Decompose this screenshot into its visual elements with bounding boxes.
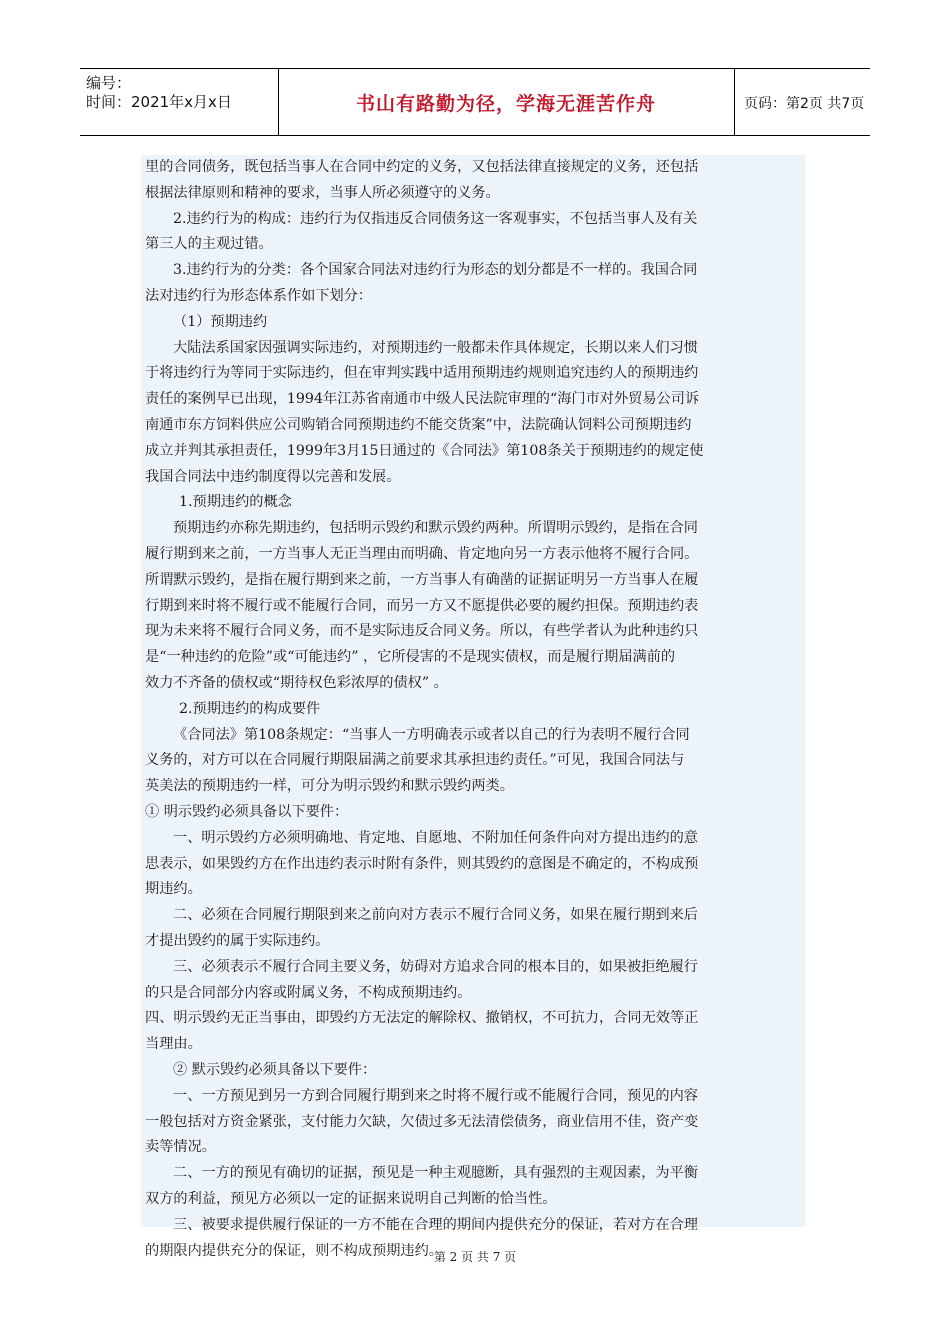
header-motto: 书山有路勤为径，学海无涯苦作舟 xyxy=(355,93,656,115)
text-line: 大陆法系国家因强调实际违约，对预期违约一般都未作具体规定，长期以来人们习惯 xyxy=(173,339,698,356)
header-meta-cell xyxy=(80,69,279,135)
text-line: 二、必须在合同履行期限到来之前向对方表示不履行合同义务，如果在履行期到来后 xyxy=(173,907,698,924)
text-line: 根据法律原则和精神的要求，当事人所必须遵守的义务。 xyxy=(145,184,500,201)
header-page-cell xyxy=(734,69,870,135)
text-line: ② 默示毁约必须具备以下要件： xyxy=(173,1062,377,1078)
header-motto-cell xyxy=(278,69,735,135)
text-line: 三、必须表示不履行合同主要义务，妨碍对方追求合同的根本目的，如果被拒绝履行 xyxy=(173,958,698,975)
text-line: 一、一方预见到另一方到合同履行期到来之时将不履行或不能履行合同，预见的内容 xyxy=(173,1087,698,1104)
text-line: 预期违约亦称先期违约，包括明示毁约和默示毁约两种。所谓明示毁约，是指在合同 xyxy=(173,520,698,537)
text-line: 法对违约行为形态体系作如下划分： xyxy=(145,288,373,304)
text-line: 2.违约行为的构成：违约行为仅指违反合同债务这一客观事实，不包括当事人及有关 xyxy=(173,210,698,227)
text-line: 第三人的主观过错。 xyxy=(145,236,273,253)
text-line: 所谓默示毁约，是指在履行期到来之前，一方当事人有确凿的证据证明另一方当事人在履 xyxy=(145,571,699,588)
text-line: 义务的，对方可以在合同履行期限届满之前要求其承担违约责任。”可见，我国合同法与 xyxy=(145,752,685,769)
text-line: 才提出毁约的属于实际违约。 xyxy=(145,933,330,949)
text-line: 当理由。 xyxy=(145,1036,202,1053)
text-line: 一般包括对方资金紧张，支付能力欠缺，欠债过多无法清偿债务，商业信用不佳，资产变 xyxy=(145,1113,699,1130)
text-line: 现为未来将不履行合同义务，而不是实际违反合同义务。所以，有些学者认为此种违约只 xyxy=(145,623,699,640)
text-line: 履行期到来之前，一方当事人无正当理由而明确、肯定地向另一方表示他将不履行合同。 xyxy=(145,546,699,562)
text-line: 一、明示毁约方必须明确地、肯定地、自愿地、不附加任何条件向对方提出违约的意 xyxy=(173,829,698,846)
text-line: 3.违约行为的分类：各个国家合同法对违约行为形态的划分都是不一样的。我国合同 xyxy=(173,262,698,279)
text-line: 卖等情况。 xyxy=(145,1139,216,1156)
text-line: 期违约。 xyxy=(145,881,202,898)
text-line: 行期到来时将不履行或不能履行合同，而另一方又不愿提供必要的履约担保。预期违约表 xyxy=(145,597,699,614)
text-line: 三、被要求提供履行保证的一方不能在合理的期间内提供充分的保证，若对方在合理 xyxy=(173,1216,698,1233)
text-line: （1）预期违约 xyxy=(173,313,268,330)
text-line: 的只是合同部分内容或附属义务，不构成预期违约。 xyxy=(145,984,472,1001)
header-page-info: 页码：第2页 共7页 xyxy=(744,96,865,112)
text-line: 里的合同债务，既包括当事人在合同中约定的义务，又包括法律直接规定的义务，还包括 xyxy=(145,159,699,175)
text-line: 成立并判其承担责任，1999年3月15日通过的《合同法》第108条关于预期违约的规定使 xyxy=(145,442,704,459)
text-line: 思表示，如果毁约方在作出违约表示时附有条件，则其毁约的意图是不确定的，不构成预 xyxy=(145,855,699,872)
text-line: 的期限内提供充分的保证，则不构成预期违约。 xyxy=(145,1242,443,1259)
page-header xyxy=(80,68,870,136)
text-line: 二、一方的预见有确切的证据，预见是一种主观臆断，具有强烈的主观因素，为平衡 xyxy=(173,1165,698,1182)
text-line: 双方的利益，预见方必须以一定的证据来说明自己判断的恰当性。 xyxy=(145,1191,557,1207)
text-line: 我国合同法中违约制度得以完善和发展。 xyxy=(145,468,401,485)
text-line: 于将违约行为等同于实际违约，但在审判实践中适用预期违约规则追究违约人的预期违约 xyxy=(145,365,699,382)
document-time-label: 时间：2021年x月x日 xyxy=(86,93,232,111)
text-line: 《合同法》第108条规定：“当事人一方明确表示或者以自己的行为表明不履行合同 xyxy=(173,726,690,743)
text-line: 效力不齐备的债权或“期待权色彩浓厚的债权” 。 xyxy=(145,675,448,691)
text-line: ① 明示毁约必须具备以下要件： xyxy=(145,804,349,820)
text-line: 1.预期违约的概念 xyxy=(179,494,292,511)
text-line: 2.预期违约的构成要件 xyxy=(179,700,321,717)
text-line: 是“一种违约的危险”或“可能违约” ，它所侵害的不是现实债权，而是履行期届满前的 xyxy=(145,649,676,666)
page-footer: 第 2 页 共 7 页 xyxy=(433,1250,517,1264)
text-line: 责任的案例早已出现，1994年江苏省南通市中级人民法院审理的“海门市对外贸易公司诉 xyxy=(145,391,700,408)
text-line: 英美法的预期违约一样，可分为明示毁约和默示毁约两类。 xyxy=(145,778,514,795)
text-line: 南通市东方饲料供应公司购销合同预期违约不能交货案”中，法院确认饲料公司预期违约 xyxy=(145,417,692,433)
text-line: 四、明示毁约无正当事由，即毁约方无法定的解除权、撤销权，不可抗力，合同无效等正 xyxy=(145,1010,699,1027)
document-number-label: 编号： xyxy=(86,74,132,92)
